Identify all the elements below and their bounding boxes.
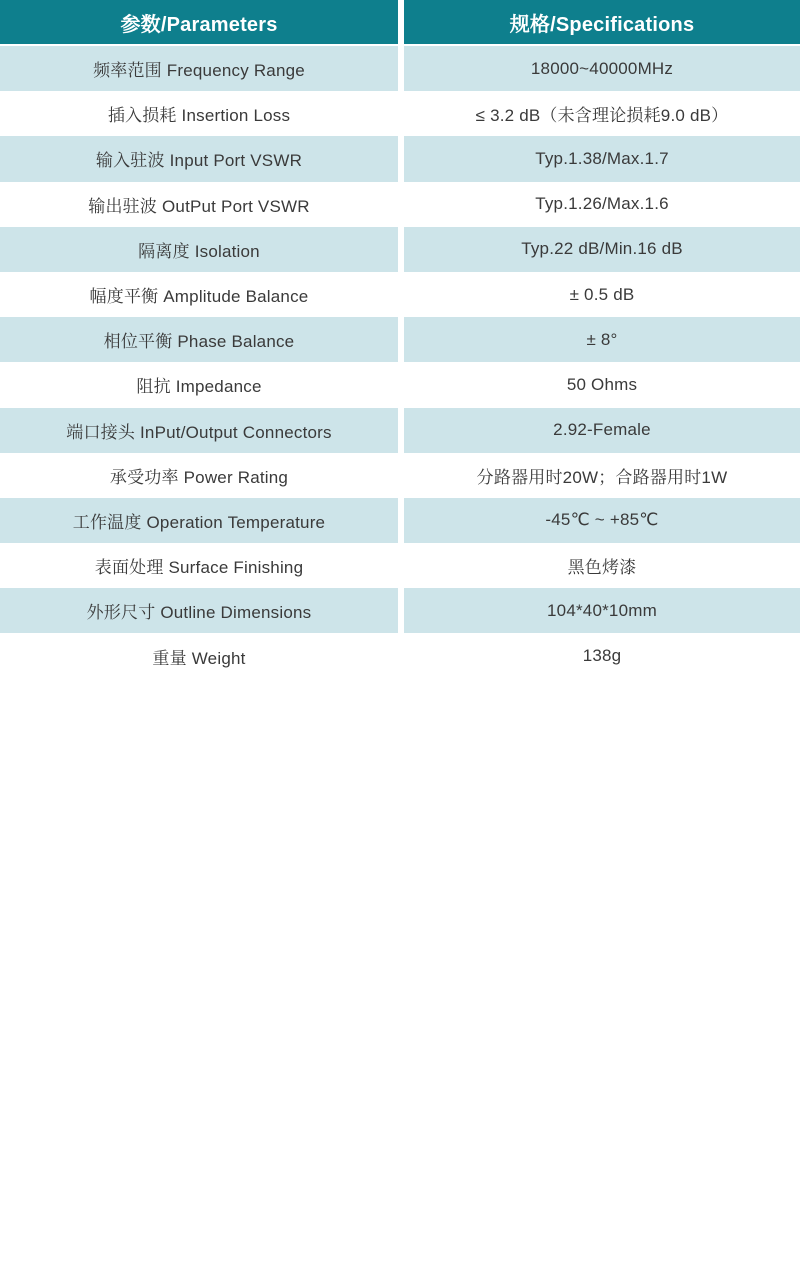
spec-cell: 138g — [404, 633, 800, 678]
table-row-operation-temperature — [0, 498, 800, 543]
spec-cell: Typ.1.38/Max.1.7 — [404, 136, 800, 181]
spec-cell: 18000~40000MHz — [404, 46, 800, 91]
table-row-connectors — [0, 408, 800, 453]
table-row-power-rating — [0, 453, 800, 498]
param-cell: 频率范围 Frequency Range — [0, 46, 398, 91]
header-specifications-cell: 规格/Specifications — [404, 0, 800, 44]
table-row-amplitude-balance — [0, 272, 800, 317]
spec-cell: ± 8° — [404, 317, 800, 362]
table-row-output-vswr — [0, 182, 800, 227]
spec-cell: 2.92-Female — [404, 408, 800, 453]
param-cell: 幅度平衡 Amplitude Balance — [0, 272, 398, 317]
header-parameters-cell: 参数/Parameters — [0, 0, 398, 44]
spec-cell: Typ.22 dB/Min.16 dB — [404, 227, 800, 272]
param-cell: 输出驻波 OutPut Port VSWR — [0, 182, 398, 227]
table-row-input-vswr — [0, 136, 800, 181]
spec-cell: 104*40*10mm — [404, 588, 800, 633]
spec-cell: ≤ 3.2 dB（未含理论损耗9.0 dB） — [404, 91, 800, 136]
table-row-insertion-loss — [0, 91, 800, 136]
table-row-frequency-range — [0, 46, 800, 91]
table-row-surface-finishing — [0, 543, 800, 588]
param-cell: 工作温度 Operation Temperature — [0, 498, 398, 543]
table-row-isolation — [0, 227, 800, 272]
param-cell: 外形尺寸 Outline Dimensions — [0, 588, 398, 633]
param-cell: 承受功率 Power Rating — [0, 453, 398, 498]
param-cell: 插入损耗 Insertion Loss — [0, 91, 398, 136]
spec-cell: Typ.1.26/Max.1.6 — [404, 182, 800, 227]
spec-cell: 50 Ohms — [404, 362, 800, 407]
table-row-weight — [0, 633, 800, 678]
table-row-phase-balance — [0, 317, 800, 362]
param-cell: 端口接头 InPut/Output Connectors — [0, 408, 398, 453]
spec-cell: -45℃ ~ +85℃ — [404, 498, 800, 543]
spec-cell: 黑色烤漆 — [404, 543, 800, 588]
spec-cell: ± 0.5 dB — [404, 272, 800, 317]
param-cell: 隔离度 Isolation — [0, 227, 398, 272]
table-row-impedance — [0, 362, 800, 407]
param-cell: 输入驻波 Input Port VSWR — [0, 136, 398, 181]
param-cell: 阻抗 Impedance — [0, 362, 398, 407]
table-row-outline-dimensions — [0, 588, 800, 633]
param-cell: 相位平衡 Phase Balance — [0, 317, 398, 362]
param-cell: 表面处理 Surface Finishing — [0, 543, 398, 588]
spec-cell: 分路器用时20W；合路器用时1W — [404, 453, 800, 498]
table-header-row — [0, 0, 800, 44]
param-cell: 重量 Weight — [0, 633, 398, 678]
